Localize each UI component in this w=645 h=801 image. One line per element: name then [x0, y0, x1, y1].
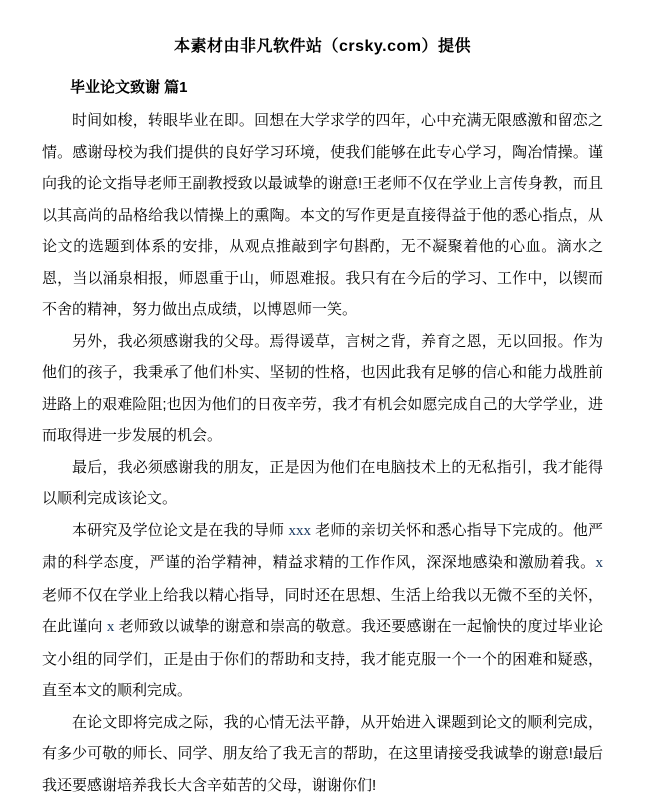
paragraph — [42, 707, 603, 801]
text-run: 老师致以诚挚的谢意和崇高的敬意。我还要感谢在一起愉快的度过毕业论文小组的同学们，正是由于你们的帮助和支持，我才能克服一个一个的困难和疑惑，直至本文的顺利完成。 — [42, 618, 603, 699]
paragraph — [42, 515, 603, 707]
paragraph — [42, 105, 603, 326]
text-run: 另外，我必须感谢我的父母。焉得谖草，言树之背，养育之恩，无以回报。作为他们的孩子，我秉承了他们朴实、坚韧的性格，也因此我有足够的信心和能力战胜前进路上的艰难险阻;也因为他们的日夜辛劳，我才有机会如愿完成自己的大学学业，进而取得进一步发展的机会。 — [42, 333, 603, 445]
placeholder-name-run: x — [107, 619, 115, 635]
text-run: 老师不仅在学业上给我以精心指导，同时还在思想、生活上给我以无微不至的关怀，在此谨向 — [42, 587, 603, 636]
paragraphs-container — [42, 105, 603, 801]
text-run: 在论文即将完成之际，我的心情无法平静，从开始进入课题到论文的顺利完成，有多少可敬的师长、同学、朋友给了我无言的帮助，在这里请接受我诚挚的谢意!最后我还要感谢培养我长大含辛茹苦的父母，谢谢你们! — [42, 714, 603, 794]
text-run: 老师的亲切关怀和悉心指导下完成的。他严肃的科学态度，严谨的治学精神，精益求精的工作作风，深深地感染和激励着我。 — [42, 522, 603, 572]
text-run: 时间如梭，转眼毕业在即。回想在大学求学的四年，心中充满无限感激和留恋之情。感谢母校为我们提供的良好学习环境，使我们能够在此专心学习，陶冶情操。谨向我的论文指导老师王副教授致以最诚挚的谢意!王老师不仅在学业上言传身教，而且以其高尚的品格给我以情操上的熏陶。本文的写作更是直接得益于他的悉心指点，从论文的选题到体系的安排，从观点推敲到字句斟酌，无不凝聚着他的心血。滴水之恩，当以涌泉相报，师恩重于山，师恩难报。我只有在今后的学习、工作中，以锲而不舍的精神，努力做出点成绩，以博恩师一笑。 — [42, 112, 603, 318]
placeholder-name-run: xxx — [288, 523, 311, 539]
text-run: 最后，我必须感谢我的朋友，正是因为他们在电脑技术上的无私指引，我才能得以顺利完成该论文。 — [42, 459, 603, 508]
paragraph — [42, 326, 603, 452]
section-heading: 毕业论文致谢 篇1 — [42, 78, 603, 98]
page-title: 本素材由非凡软件站（crsky.com）提供 — [42, 36, 603, 58]
text-run: 本研究及学位论文是在我的导师 — [72, 522, 288, 539]
paragraph — [42, 452, 603, 515]
placeholder-name-run: x — [596, 555, 604, 571]
